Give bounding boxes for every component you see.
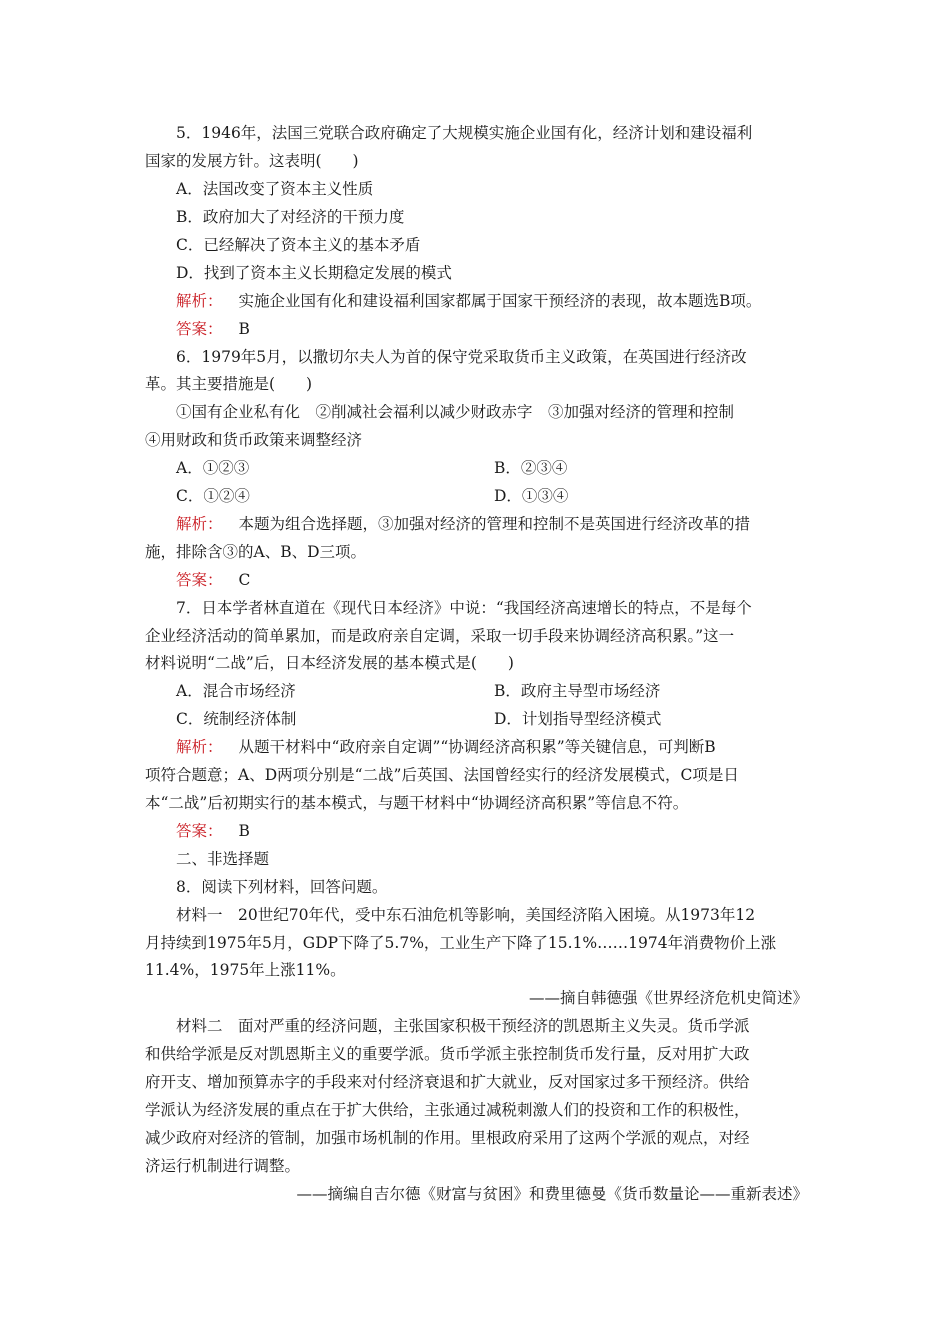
analysis-label: 解析： [176,738,223,756]
q6-option-b: B．②③④ [494,459,568,477]
answer-label: 答案： [176,822,223,840]
q8-material-1-line-3: 11.4%，1975年上涨11%。 [145,961,346,979]
analysis-label: 解析： [176,515,223,533]
q5-stem-line-1: 5．1946年，法国三党联合政府确定了大规模实施企业国有化，经济计划和建设福利 [176,124,753,142]
q8-material-1-line-1: 材料一 20世纪70年代，受中东石油危机等影响，美国经济陷入困境。从1973年12 [176,906,756,924]
q6-option-c: C．①②④ [176,487,250,505]
answer-value: C [238,571,251,589]
q8-stem: 8．阅读下列材料，回答问题。 [176,878,388,896]
analysis-text: 实施企业国有化和建设福利国家都属于国家干预经济的表现，故本题选B项。 [238,292,762,310]
q5-option-d: D．找到了资本主义长期稳定发展的模式 [176,264,452,282]
q6-analysis-line-2: 施，排除含③的A、B、D三项。 [145,543,367,561]
q6-option-d: D．①③④ [494,487,569,505]
q7-stem-line-3: 材料说明“二战”后，日本经济发展的基本模式是( ) [145,654,514,672]
q8-material-1-line-2: 月持续到1975年5月，GDP下降了5.7%，工业生产下降了15.1%……1974年消费物价上涨 [145,934,777,952]
section-heading: 二、非选择题 [176,850,270,868]
q8-material-2-line-5: 减少政府对经济的管制，加强市场机制的作用。里根政府采用了这两个学派的观点，对经 [145,1129,750,1147]
q5-option-a: A．法国改变了资本主义性质 [176,180,374,198]
q5-answer [176,315,841,343]
q5-option-c: C．已经解决了资本主义的基本矛盾 [176,236,421,254]
q7-analysis-line-3: 本“二战”后初期实行的基本模式，与题干材料中“协调经济高积累”等信息不符。 [145,794,689,812]
q5-stem-line-2: 国家的发展方针。这表明( ) [145,152,359,170]
q6-stem-line-1: 6．1979年5月，以撒切尔夫人为首的保守党采取货币主义政策，在英国进行经济改 [176,348,747,366]
q7-analysis [176,733,841,761]
q5-analysis [176,287,841,315]
analysis-text: 本题为组合选择题，③加强对经济的管理和控制不是英国进行经济改革的措 [238,515,751,533]
q7-option-a: A．混合市场经济 [176,682,296,700]
q6-analysis [176,510,841,538]
q8-material-2-line-6: 济运行机制进行调整。 [145,1157,301,1175]
q5-option-b: B．政府加大了对经济的干预力度 [176,208,405,226]
q6-items-line-1: ①国有企业私有化 ②削减社会福利以减少财政赤字 ③加强对经济的管理和控制 [176,403,735,421]
q7-analysis-line-2: 项符合题意；A、D两项分别是“二战”后英国、法国曾经实行的经济发展模式，C项是日 [145,766,739,784]
q6-items-line-2: ④用财政和货币政策来调整经济 [145,431,363,449]
q8-material-1-source: ——摘自韩德强《世界经济危机史简述》 [528,989,808,1007]
analysis-text: 从题干材料中“政府亲自定调”“协调经济高积累”等关键信息，可判断B [238,738,716,756]
q8-material-2-line-1: 材料二 面对严重的经济问题，主张国家积极干预经济的凯恩斯主义失灵。货币学派 [176,1017,750,1035]
q8-material-2-source: ——摘编自吉尔德《财富与贫困》和费里德曼《货币数量论——重新表述》 [296,1185,808,1203]
answer-value: B [238,822,250,840]
q8-material-2-line-3: 府开支、增加预算赤字的手段来对付经济衰退和扩大就业，反对国家过多干预经济。供给 [145,1073,750,1091]
q7-answer [176,817,841,845]
q8-material-2-line-4: 学派认为经济发展的重点在于扩大供给，主张通过减税刺激人们的投资和工作的积极性， [145,1101,750,1119]
q8-material-2-line-2: 和供给学派是反对凯恩斯主义的重要学派。货币学派主张控制货币发行量，反对用扩大政 [145,1045,750,1063]
answer-label: 答案： [176,320,223,338]
answer-label: 答案： [176,571,223,589]
answer-value: B [238,320,250,338]
q7-stem-line-2: 企业经济活动的简单累加，而是政府亲自定调，采取一切手段来协调经济高积累。”这一 [145,627,735,645]
q6-stem-line-2: 革。其主要措施是( ) [145,375,313,393]
q7-option-c: C．统制经济体制 [176,710,297,728]
analysis-label: 解析： [176,292,223,310]
q7-option-b: B．政府主导型市场经济 [494,682,661,700]
q6-option-a: A．①②③ [176,459,250,477]
q7-option-d: D．计划指导型经济模式 [494,710,662,728]
q7-stem-line-1: 7．日本学者林直道在《现代日本经济》中说：“我国经济高速增长的特点，不是每个 [176,599,752,617]
q6-answer [176,566,841,594]
